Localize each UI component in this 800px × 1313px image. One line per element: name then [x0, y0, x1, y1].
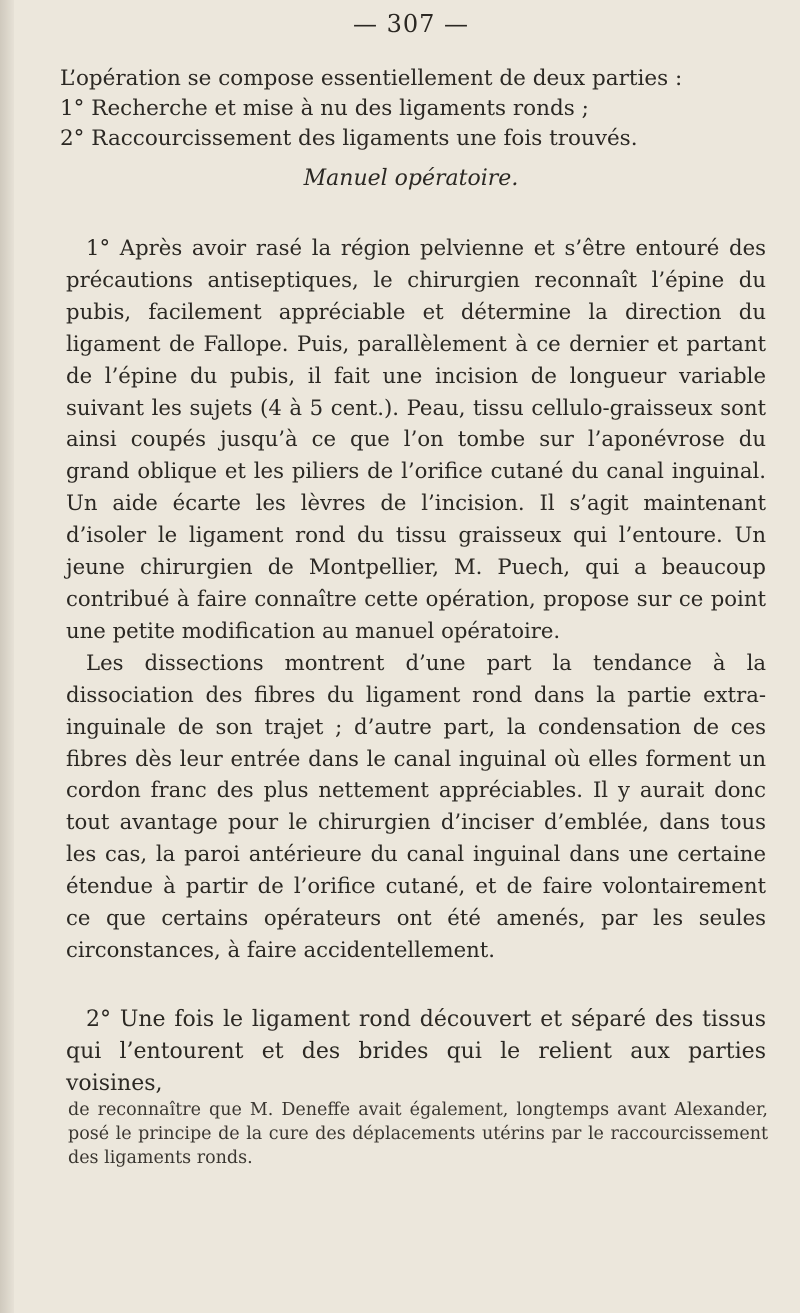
main-text — [66, 232, 766, 966]
paragraph-2: 2° Une fois le ligament rond découvert et séparé des tissus qui l’entourent et des brides qui le relient aux parties voisines, — [66, 1007, 766, 1096]
footnote-text: de reconnaître que M. Deneffe avait également, longtemps avant Alexander, posé le principe de la cure des déplacements utérins par le raccourcissement des ligaments ronds. — [68, 1100, 768, 1168]
intro-block — [60, 64, 770, 154]
intro-sentence: L’opération se compose essentiellement de deux parties : — [60, 66, 683, 91]
section-heading: Manuel opératoire. — [303, 166, 519, 191]
paragraph-2-block — [66, 1004, 766, 1100]
paragraph-dissections: Les dissections montrent d’une part la tendance à la dissociation des fibres du ligament rond dans la partie extra-inguinale de son trajet ; d’autre part, la condensation de ces fibres dès leur entrée dans le canal inguinal où elles forment un cordon franc des plus nettement appréciables. Il y aurait donc tout avantage pour le chirurgien d’inciser d’emblée, dans tous les cas, la paroi antérieure du canal inguinal dans une certaine étendue à partir de l’orifice cutané, et de faire volontairement ce que certains opérateurs ont été amenés, par les seules circonstances, à faire accidentellement. — [66, 649, 766, 962]
intro-item-2: 2° Raccourcissement des ligaments une fois trouvés. — [60, 126, 638, 151]
footnote — [68, 1098, 768, 1170]
page-number: — 307 — — [352, 10, 470, 38]
intro-item-1: 1° Recherche et mise à nu des ligaments ronds ; — [60, 96, 589, 121]
book-page — [40, 0, 782, 1313]
page-edge — [0, 0, 14, 1313]
paragraph-1: 1° Après avoir rasé la région pelvienne et s’être entouré des précautions antiseptiques, le chirurgien reconnaît l’épine du pubis, facilement appréciable et détermine la direction du ligament de Fallope. Puis, parallèlement à ce dernier et partant de l’épine du pubis, il fait une incision de longueur variable suivant les sujets (4 à 5 cent.). Peau, tissu cellulo-graisseux sont ainsi coupés jusqu’à ce que l’on tombe sur l’aponévrose du grand oblique et les piliers de l’orifice cutané du canal inguinal. Un aide écarte les lèvres de l’incision. Il s’agit maintenant d’isoler le ligament rond du tissu graisseux qui l’entoure. Un jeune chirurgien de Montpellier, M. Puech, qui a beaucoup contribué à faire connaître cette opération, propose sur ce point une petite modification au manuel opératoire. — [66, 235, 766, 643]
